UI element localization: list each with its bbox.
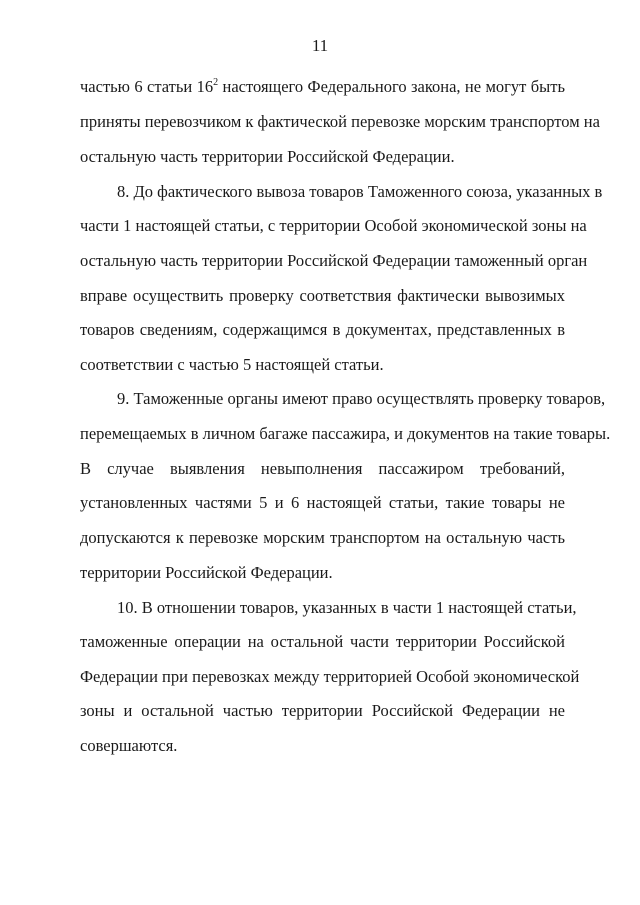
text-line: В случае выявления невыполнения пассажиром требований, — [80, 459, 565, 478]
text-line: перемещаемых в личном багаже пассажира, и документов на такие товары. — [80, 424, 611, 443]
text-line: 9. Таможенные органы имеют право осуществлять проверку товаров, — [117, 389, 606, 408]
page-number: 11 — [311, 36, 329, 55]
text-line: части 1 настоящей статьи, с территории Особой экономической зоны на — [80, 216, 587, 235]
text-line: территории Российской Федерации. — [80, 563, 333, 582]
text-after-superscript: настоящего Федерального закона, не могут быть — [218, 77, 565, 96]
text-line: остальную часть территории Российской Федерации таможенный орган — [80, 251, 588, 270]
text-line: вправе осуществить проверку соответствия фактически вывозимых — [80, 286, 565, 305]
text-line: товаров сведениям, содержащимся в документах, представленных в — [80, 320, 565, 339]
text-line: соответствии с частью 5 настоящей статьи. — [80, 355, 384, 374]
text-line: приняты перевозчиком к фактической перевозке морским транспортом на — [80, 112, 600, 131]
text-before-superscript: частью 6 статьи 16 — [80, 77, 214, 96]
text-line: совершаются. — [80, 736, 178, 755]
text-line: допускаются к перевозке морским транспортом на остальную часть — [80, 528, 565, 547]
superscript: 2 — [213, 77, 219, 88]
text-line: Федерации при перевозках между территорией Особой экономической — [80, 667, 580, 686]
text-line: зоны и остальной частью территории Российской Федерации не — [80, 701, 565, 720]
text-line: 8. До фактического вывоза товаров Таможенного союза, указанных в — [117, 182, 603, 201]
text-line: установленных частями 5 и 6 настоящей статьи, такие товары не — [80, 493, 565, 512]
text-line — [80, 77, 565, 97]
text-line: 10. В отношении товаров, указанных в части 1 настоящей статьи, — [117, 598, 577, 617]
text-line: таможенные операции на остальной части территории Российской — [80, 632, 565, 651]
text-line: остальную часть территории Российской Федерации. — [80, 147, 455, 166]
